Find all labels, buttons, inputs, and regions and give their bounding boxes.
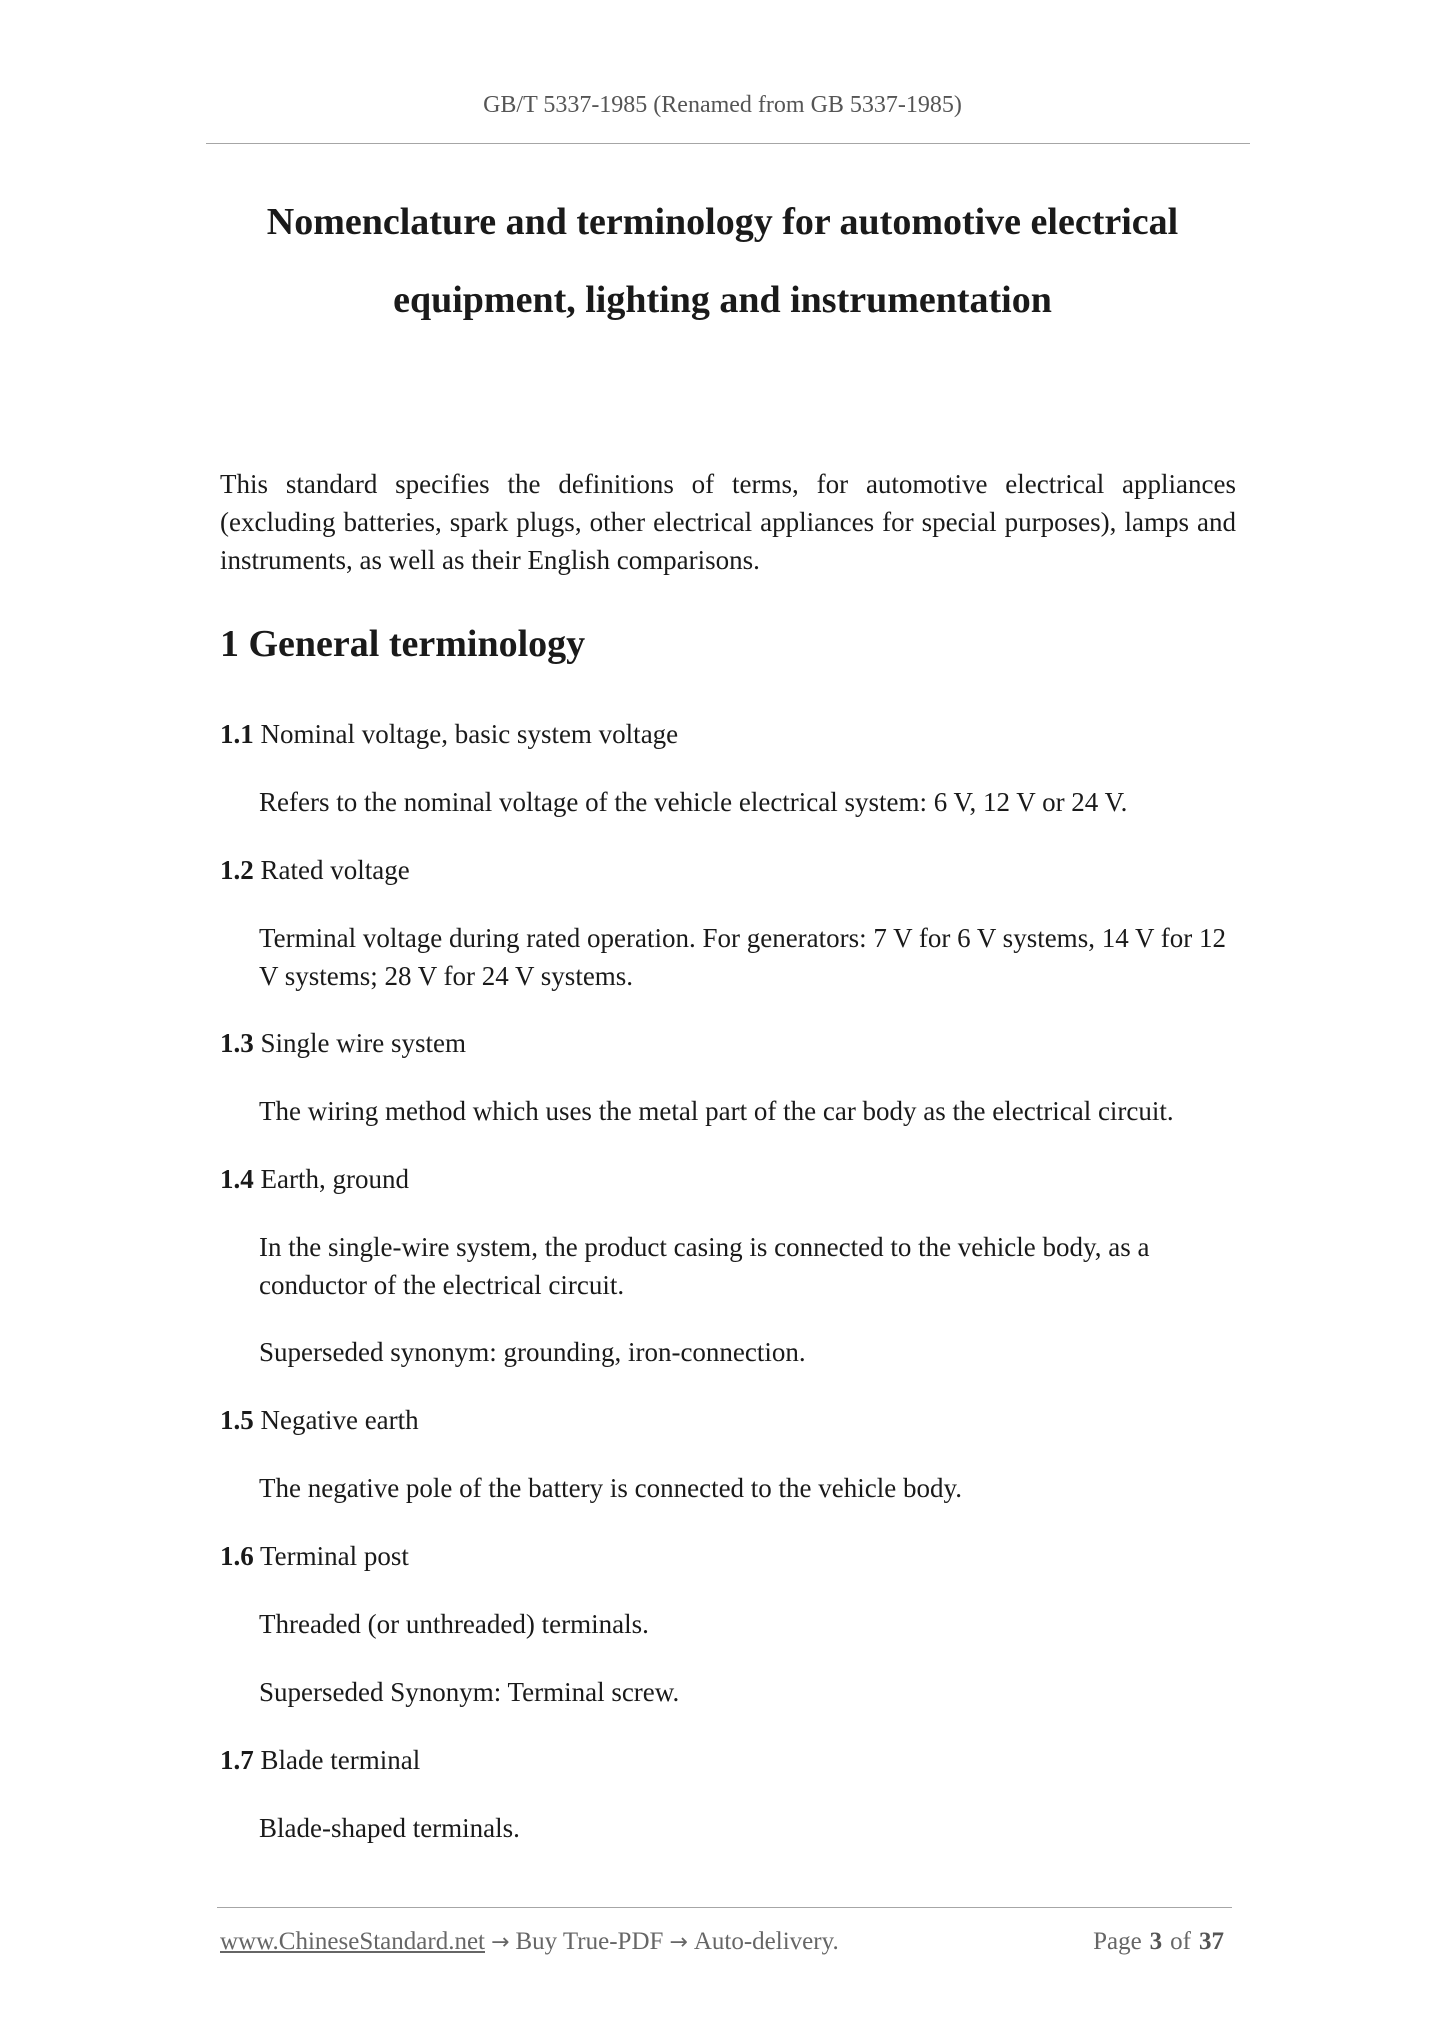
page-footer: [220, 1928, 1232, 1962]
header-divider: [206, 143, 1250, 144]
title-line-2: equipment, lighting and instrumentation: [393, 279, 1052, 321]
term-definition: Threaded (or unthreaded) terminals.: [259, 1609, 649, 1639]
term-name: Terminal post: [260, 1541, 409, 1571]
term-number: 1.7: [220, 1745, 254, 1775]
term-name: Blade terminal: [260, 1745, 421, 1775]
term-definition: The negative pole of the battery is connected to the vehicle body.: [259, 1473, 962, 1503]
term-number: 1.5: [220, 1405, 254, 1435]
term-definition: Refers to the nominal voltage of the vehicle electrical system: 6 V, 12 V or 24 V.: [259, 787, 1128, 817]
term-superseded-synonym: Superseded Synonym: Terminal screw.: [259, 1677, 680, 1707]
term-name: Rated voltage: [260, 855, 410, 885]
buy-true-pdf-text: Buy True-PDF: [515, 1928, 664, 1955]
arrow-right-icon: →: [669, 1930, 688, 1955]
term-1-2: [220, 851, 410, 889]
term-1-4: [220, 1160, 409, 1198]
page-label: Page: [1093, 1928, 1142, 1955]
website-link[interactable]: www.ChineseStandard.net: [220, 1928, 485, 1955]
term-number: 1.4: [220, 1164, 254, 1194]
title-line-1: Nomenclature and terminology for automotive electrical: [266, 201, 1179, 243]
page-total: 37: [1199, 1928, 1224, 1955]
footer-links: [220, 1928, 839, 1956]
term-number: 1.2: [220, 855, 254, 885]
term-number: 1.6: [220, 1541, 254, 1571]
term-definition: Blade-shaped terminals.: [259, 1813, 520, 1843]
term-number: 1.1: [220, 719, 254, 749]
document-title: [150, 183, 1295, 339]
section-heading: 1 General terminology: [220, 623, 586, 665]
term-superseded-synonym: Superseded synonym: grounding, iron-connection.: [259, 1337, 806, 1367]
footer-divider: [217, 1907, 1232, 1908]
term-1-5: [220, 1401, 419, 1439]
page-number: [1093, 1928, 1232, 1956]
page-current: 3: [1149, 1928, 1163, 1955]
arrow-right-icon: →: [491, 1930, 510, 1955]
term-number: 1.3: [220, 1028, 254, 1058]
term-name: Earth, ground: [260, 1164, 409, 1194]
of-label: of: [1170, 1928, 1191, 1955]
term-name: Negative earth: [260, 1405, 419, 1435]
term-1-6: [220, 1537, 409, 1575]
term-name: Single wire system: [260, 1028, 466, 1058]
term-1-7: [220, 1741, 420, 1779]
term-definition: In the single-wire system, the product casing is connected to the vehicle body, as a conductor of the electrical circuit.: [259, 1232, 1150, 1300]
term-name: Nominal voltage, basic system voltage: [260, 719, 679, 749]
term-1-1: [220, 715, 678, 753]
term-definition: Terminal voltage during rated operation. For generators: 7 V for 6 V systems, 14 V for 12 V systems; 28 V for 24 V systems.: [259, 923, 1226, 991]
term-definition: The wiring method which uses the metal part of the car body as the electrical circuit.: [259, 1096, 1174, 1126]
intro-paragraph: This standard specifies the definitions of terms, for automotive electrical appliances (excluding batteries, spark plugs, other electrical appliances for special purposes), lamps and instruments, as well as their English comparisons.: [220, 469, 1236, 575]
page-header: GB/T 5337-1985 (Renamed from GB 5337-1985): [483, 92, 962, 118]
auto-delivery-text: Auto-delivery.: [693, 1928, 839, 1955]
term-1-3: [220, 1024, 466, 1062]
